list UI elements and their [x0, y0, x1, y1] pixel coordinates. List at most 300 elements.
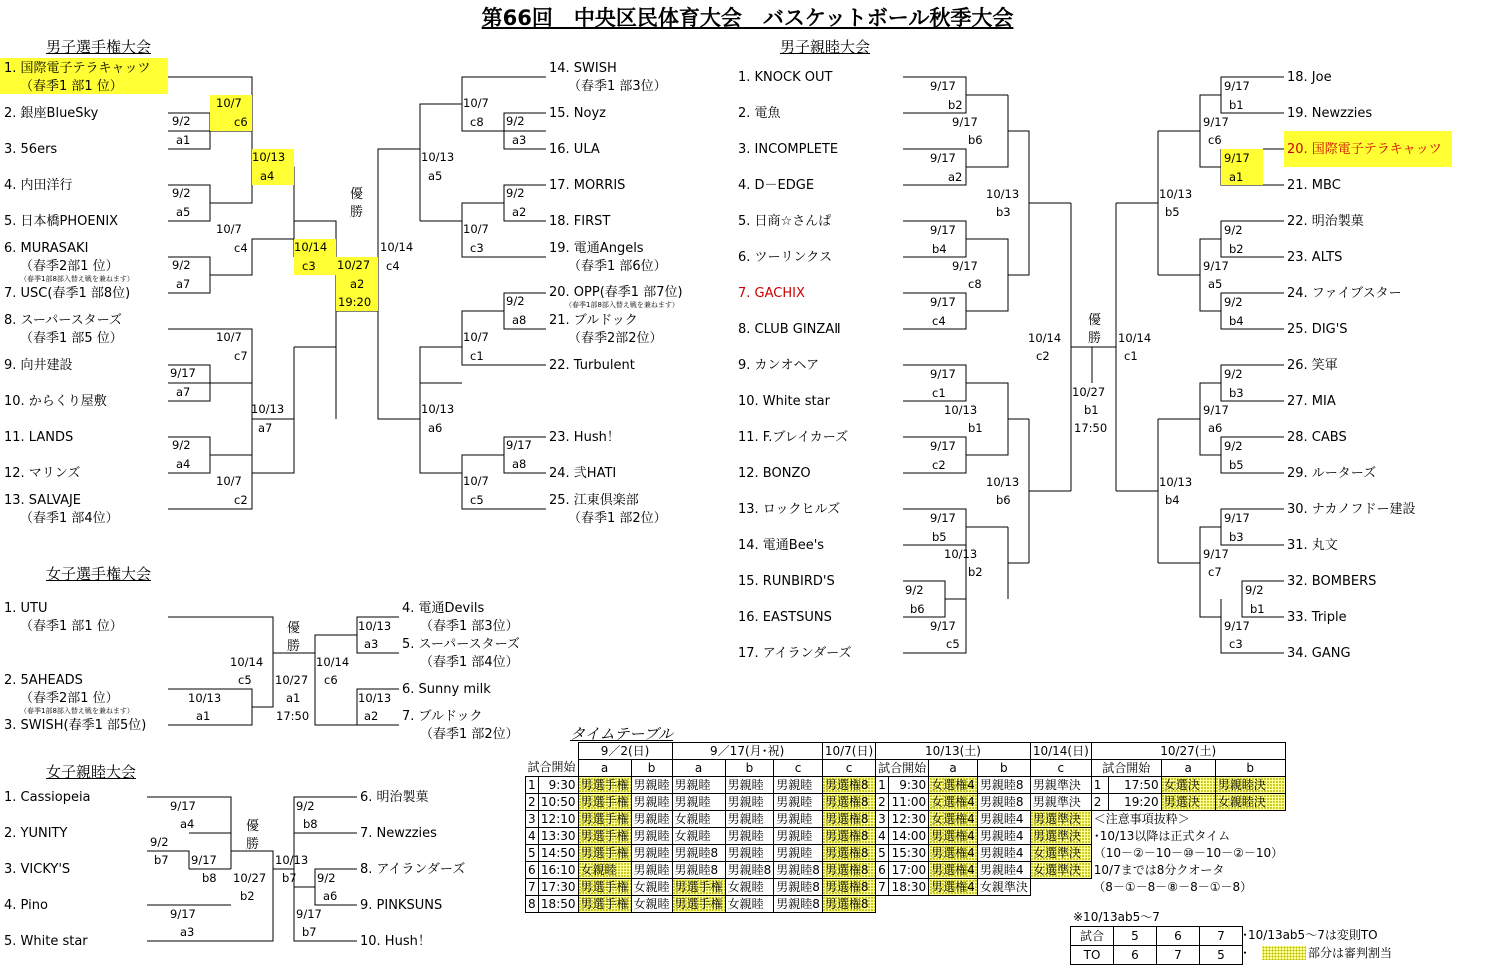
team-name: 10. White star — [738, 394, 830, 409]
cell: 男親睦 — [631, 777, 672, 794]
champion-label: 優勝 — [350, 187, 364, 220]
game-court: a4 — [180, 817, 195, 831]
game-court: b2 — [1229, 242, 1244, 256]
row-number: 4 — [526, 828, 539, 845]
game-court: b2 — [968, 565, 983, 579]
row-time: 17:50 — [1108, 777, 1161, 794]
game-court: c5 — [946, 637, 960, 651]
game-date: 10/7 — [216, 474, 242, 488]
game-date: 9/17 — [930, 223, 956, 237]
game-date: 10/7 — [463, 474, 489, 488]
row-time: 12:10 — [538, 811, 578, 828]
game-court: a1 — [286, 691, 301, 705]
game-court: b8 — [202, 871, 217, 885]
game-date: 10/27 — [1072, 385, 1106, 399]
game-court: a2 — [364, 709, 379, 723]
game-date: 9/17 — [1203, 115, 1229, 129]
team-name: 10. からくり屋敷 — [4, 394, 107, 409]
team-name: 2. 5AHEADS — [4, 673, 83, 688]
team-name: 1. KNOCK OUT — [738, 70, 833, 85]
team-note: （春季1 部1 位） — [20, 619, 123, 634]
game-date: 9/2 — [150, 835, 169, 849]
note-text: ･10/13以降は正式タイム — [1093, 828, 1231, 843]
table-row — [526, 896, 1286, 913]
game-date: 10/14 — [294, 240, 328, 254]
game-date: 10/13 — [1159, 475, 1193, 489]
row-number: 6 — [876, 862, 889, 879]
cell: 男選権8 — [822, 879, 875, 896]
team-name: 1. 国際電子テラキャッツ — [4, 61, 151, 76]
legend-swatch — [1262, 946, 1306, 960]
game-court: a6 — [1208, 421, 1223, 435]
cell: 女親睦 — [672, 811, 725, 828]
note-text: （10－②－10－⑩－10－②－10） — [1093, 845, 1284, 860]
team-name: 7. USC(春季1 部8位) — [4, 286, 131, 301]
game-court: b1 — [1084, 403, 1099, 417]
team-note: （春季2部1 位） — [20, 691, 119, 706]
cell: 男親準決 — [1030, 777, 1091, 794]
cell: 女親睦 — [631, 896, 672, 913]
cell: 男親睦8 — [672, 845, 725, 862]
team-name: 10. Hush！ — [360, 934, 431, 949]
team-name: 6. Sunny milk — [402, 682, 491, 697]
game-date: 9/2 — [172, 114, 191, 128]
game-date: 9/17 — [170, 907, 196, 921]
game-court: b5 — [932, 530, 947, 544]
cell: 男親睦 — [672, 777, 725, 794]
game-court: c2 — [932, 458, 946, 472]
game-court: b1 — [1229, 98, 1244, 112]
table-row — [526, 879, 1286, 896]
team-name: 19. Newzzies — [1287, 106, 1373, 121]
col-header: a — [672, 760, 725, 777]
timetable-heading: タイムテーブル — [570, 725, 674, 743]
col-header: c — [822, 760, 875, 777]
date-header: 10/14(日) — [1030, 743, 1091, 760]
col-header: a — [578, 760, 631, 777]
to-cell: 6 — [1157, 927, 1200, 946]
game-court: a4 — [176, 457, 191, 471]
cell: 女選権4 — [929, 794, 978, 811]
game-court: c3 — [302, 259, 316, 273]
game-date: 9/2 — [1224, 295, 1243, 309]
game-court: b7 — [282, 871, 297, 885]
game-date: 9/17 — [930, 367, 956, 381]
team-name: 7. ブルドック — [402, 709, 483, 724]
team-note: （春季1 部2位） — [568, 511, 667, 526]
game-court: a3 — [180, 925, 195, 939]
col-header: c — [774, 760, 823, 777]
game-court: b7 — [154, 853, 169, 867]
game-date: 9/2 — [1245, 583, 1264, 597]
game-date: 9/17 — [506, 438, 532, 452]
game-date: 10/14 — [1118, 331, 1152, 345]
cell: 男親準決 — [1030, 794, 1091, 811]
team-name: 27. MIA — [1287, 394, 1336, 409]
cell: 男選権8 — [822, 794, 875, 811]
game-court: c4 — [234, 241, 248, 255]
game-time: 17:50 — [276, 709, 310, 723]
team-name: 13. ロックヒルズ — [738, 502, 841, 517]
team-name: 24. ファイブスター — [1287, 286, 1402, 301]
cell: 男親睦8 — [977, 777, 1030, 794]
game-date: 10/13 — [944, 547, 978, 561]
game-court: b2 — [948, 98, 963, 112]
game-court: c2 — [234, 493, 248, 507]
cell: 女親睦 — [725, 896, 774, 913]
game-court: a7 — [176, 277, 191, 291]
game-date: 9/2 — [905, 583, 924, 597]
row-number: 7 — [526, 879, 539, 896]
team-name: 6. ツーリンクス — [738, 250, 833, 265]
team-name: 1. UTU — [4, 601, 48, 616]
cell: 男選権8 — [822, 862, 875, 879]
game-court: c3 — [1229, 637, 1243, 651]
team-name: 22. Turbulent — [549, 358, 635, 373]
cell: 男選手権 — [672, 896, 725, 913]
game-date: 9/17 — [1224, 619, 1250, 633]
cell — [1030, 879, 1091, 896]
cell: 男選手権 — [578, 896, 631, 913]
boys-champ-heading: 男子選手権大会 — [46, 38, 152, 56]
game-date: 9/2 — [1224, 367, 1243, 381]
cell: 女親睦決 — [1215, 794, 1285, 811]
team-name: 9. カンオヘア — [738, 358, 820, 373]
game-court: a6 — [323, 889, 338, 903]
team-name: 24. 弐HATI — [549, 466, 617, 481]
team-name: 18. FIRST — [549, 214, 611, 229]
cell: 女選準決 — [1030, 845, 1091, 862]
cell: 女選権4 — [929, 777, 978, 794]
cell: 男選手権 — [578, 811, 631, 828]
cell: 男親睦8 — [774, 879, 823, 896]
game-date: 9/17 — [930, 439, 956, 453]
game-court: b6 — [968, 133, 983, 147]
team-name: 33. Triple — [1287, 610, 1347, 625]
to-label: 試合 — [1071, 927, 1114, 946]
game-date: 10/13 — [251, 402, 285, 416]
team-name: 17. アイランダーズ — [738, 646, 852, 661]
team-name: 28. CABS — [1287, 430, 1347, 445]
game-date: 9/2 — [506, 294, 525, 308]
col-header: c — [1030, 760, 1091, 777]
team-note: （春季1部8部入替え戦を兼ねます） — [20, 707, 134, 715]
game-court: b6 — [910, 602, 925, 616]
game-date: 9/2 — [506, 186, 525, 200]
game-date: 10/13 — [421, 402, 455, 416]
team-note: （春季2部2位） — [568, 331, 663, 346]
game-court: a7 — [258, 421, 273, 435]
row-number: 5 — [526, 845, 539, 862]
game-court: b2 — [240, 889, 255, 903]
row-time: 9:30 — [538, 777, 578, 794]
game-court: a5 — [428, 169, 443, 183]
to-cell: 5 — [1114, 927, 1157, 946]
col-header: b — [977, 760, 1030, 777]
game-date: 10/13 — [275, 853, 309, 867]
team-name: 16. EASTSUNS — [738, 610, 832, 625]
game-date: 9/17 — [952, 259, 978, 273]
team-name: 29. ルーターズ — [1287, 466, 1377, 481]
game-date: 10/13 — [358, 619, 392, 633]
to-cell: 5 — [1200, 946, 1243, 965]
row-number: 7 — [876, 879, 889, 896]
team-name: 23. Hush！ — [549, 430, 620, 445]
cell: 男選権8 — [822, 811, 875, 828]
team-name: 19. 電通Angels — [549, 241, 644, 256]
cell: 男親睦4 — [977, 845, 1030, 862]
row-time: 14:50 — [538, 845, 578, 862]
game-date: 9/17 — [952, 115, 978, 129]
team-note: （春季1部8部入替え戦を兼ねます） — [565, 301, 679, 309]
game-court: c4 — [386, 259, 400, 273]
game-court: b4 — [1229, 314, 1244, 328]
team-name: 16. ULA — [549, 142, 600, 157]
team-note: （春季1 部4位） — [20, 511, 119, 526]
footnote: ･ — [1242, 946, 1249, 960]
game-court: c3 — [470, 241, 484, 255]
team-name: 3. SWISH(春季1 部5位) — [4, 718, 147, 733]
team-name: 30. ナカノフドー建設 — [1287, 502, 1416, 517]
cell: 男親睦 — [774, 811, 823, 828]
row-time: 18:50 — [538, 896, 578, 913]
team-name: 20. OPP(春季1 部7位) — [549, 285, 683, 300]
game-date: 9/2 — [172, 186, 191, 200]
team-name: 25. DIG'S — [1287, 322, 1348, 337]
game-court: a6 — [428, 421, 443, 435]
team-name: 4. Pino — [4, 898, 48, 913]
timetable — [525, 742, 1286, 913]
cell: 男親睦8 — [774, 896, 823, 913]
row-time: 16:10 — [538, 862, 578, 879]
team-name: 12. マリンズ — [4, 466, 81, 481]
team-name: 2. 電魚 — [738, 106, 781, 121]
start-label: 試合開始 — [878, 760, 927, 775]
game-court: b4 — [932, 242, 947, 256]
cell: 男親睦 — [725, 794, 774, 811]
cell: 男選手権 — [578, 794, 631, 811]
date-header: 9／2(日) — [578, 743, 672, 760]
girls-champ-heading: 女子選手権大会 — [46, 565, 152, 583]
game-date: 9/2 — [1224, 223, 1243, 237]
table-row — [526, 828, 1286, 845]
cell: 男親睦 — [774, 794, 823, 811]
row-number: 2 — [526, 794, 539, 811]
cell: 男選権8 — [822, 845, 875, 862]
row-time: 9:30 — [888, 777, 928, 794]
game-court: c6 — [234, 115, 248, 129]
cell: 男親睦 — [725, 811, 774, 828]
game-date: 10/7 — [216, 330, 242, 344]
team-name: 12. BONZO — [738, 466, 811, 481]
cell: 男親睦 — [774, 777, 823, 794]
cell: 男選手権 — [672, 879, 725, 896]
row-number: 6 — [526, 862, 539, 879]
team-name: 4. D－EDGE — [738, 178, 815, 193]
cell: 男選権4 — [929, 862, 978, 879]
table-row — [526, 794, 1286, 811]
team-name: 34. GANG — [1287, 646, 1351, 661]
game-court: a1 — [196, 709, 211, 723]
note-text: （8－①－8－⑧－8－①－8） — [1093, 879, 1253, 894]
team-name: 1. Cassiopeia — [4, 790, 91, 805]
team-name: 14. 電通Bee's — [738, 538, 825, 553]
game-court: c8 — [968, 277, 982, 291]
table-row — [526, 777, 1286, 794]
game-court: c5 — [470, 493, 484, 507]
note-text: 10/7までは8分クオータ — [1093, 862, 1225, 877]
team-note: （春季1 部3位） — [568, 79, 667, 94]
cell: 男親睦 — [774, 845, 823, 862]
cell: 女選準決 — [1030, 862, 1091, 879]
champion-label: 優勝 — [1088, 313, 1102, 346]
cell: 男選権8 — [822, 828, 875, 845]
game-date: 10/7 — [216, 96, 242, 110]
footnote: ･10/13ab5～7は変則TO — [1242, 928, 1378, 942]
team-name: 5. 日本橋PHOENIX — [4, 214, 119, 229]
game-date: 10/13 — [1159, 187, 1193, 201]
game-date: 9/17 — [930, 619, 956, 633]
team-name: 25. 江東倶楽部 — [549, 493, 639, 508]
team-name: 31. 丸文 — [1287, 538, 1338, 553]
note-ab: ※10/13ab5～7 — [1073, 910, 1160, 924]
team-name: 6. 明治製菓 — [360, 790, 429, 805]
cell: 男親睦8 — [672, 862, 725, 879]
team-name: 23. ALTS — [1287, 250, 1343, 265]
to-cell: 7 — [1200, 927, 1243, 946]
row-time: 17:30 — [538, 879, 578, 896]
team-name: 9. PINKSUNS — [360, 898, 443, 913]
cell: 男選手権 — [578, 879, 631, 896]
game-date: 9/2 — [172, 438, 191, 452]
game-date: 9/17 — [1203, 547, 1229, 561]
game-date: 10/13 — [421, 150, 455, 164]
row-time: 11:00 — [888, 794, 928, 811]
team-note: （春季1 部1 位） — [20, 79, 123, 94]
cell: 男選準決 — [1030, 811, 1091, 828]
game-date: 10/14 — [380, 240, 414, 254]
team-name: 3. INCOMPLETE — [738, 142, 839, 157]
game-date: 10/7 — [463, 330, 489, 344]
cell: 男選手権 — [578, 777, 631, 794]
game-date: 9/17 — [170, 799, 196, 813]
game-date: 9/17 — [930, 295, 956, 309]
game-date: 9/17 — [1203, 259, 1229, 273]
col-header: a — [929, 760, 978, 777]
game-date: 9/2 — [317, 871, 336, 885]
team-name: 7. Newzzies — [360, 826, 437, 841]
team-note: （春季1部8部入替え戦を兼ねます） — [20, 275, 134, 283]
cell: 女選権4 — [929, 811, 978, 828]
team-name: 7. GACHIX — [738, 286, 805, 301]
game-date: 10/13 — [986, 187, 1020, 201]
game-court: c1 — [470, 349, 484, 363]
game-court: c7 — [234, 349, 248, 363]
team-name: 21. MBC — [1287, 178, 1341, 193]
game-court: a1 — [1229, 170, 1244, 184]
game-court: b3 — [1229, 386, 1244, 400]
cell: 女親睦 — [725, 879, 774, 896]
game-date: 9/17 — [930, 151, 956, 165]
game-court: c2 — [1036, 349, 1050, 363]
table-row — [526, 845, 1286, 862]
game-court: a2 — [350, 277, 365, 291]
game-court: c4 — [932, 314, 946, 328]
date-header: 9／17(月･祝) — [672, 743, 822, 760]
game-date: 9/17 — [1224, 151, 1250, 165]
team-name: 4. 電通Devils — [402, 601, 485, 616]
game-court: a3 — [364, 637, 379, 651]
row-number: 5 — [876, 845, 889, 862]
game-court: a7 — [176, 385, 191, 399]
game-court: c6 — [324, 673, 338, 687]
game-court: b5 — [1165, 205, 1180, 219]
game-court: c1 — [1124, 349, 1138, 363]
cell: 女親準決 — [977, 879, 1030, 896]
cell: 男親睦8 — [725, 862, 774, 879]
game-date: 10/13 — [986, 475, 1020, 489]
cell: 男選権8 — [822, 896, 875, 913]
cell: 男親睦 — [631, 862, 672, 879]
game-date: 10/14 — [316, 655, 350, 669]
game-date: 9/2 — [1224, 439, 1243, 453]
team-note: （春季2部1 位） — [20, 259, 119, 274]
row-number: 3 — [526, 811, 539, 828]
game-court: b7 — [302, 925, 317, 939]
game-date: 10/7 — [463, 96, 489, 110]
game-date: 10/27 — [337, 258, 371, 272]
team-name: 5. White star — [4, 934, 88, 949]
row-time: 15:30 — [888, 845, 928, 862]
game-date: 9/17 — [1224, 79, 1250, 93]
cell: 女選決 — [1161, 777, 1215, 794]
cell: 男親睦4 — [977, 862, 1030, 879]
cell: 男親睦 — [725, 845, 774, 862]
team-name: 21. ブルドック — [549, 313, 638, 328]
game-court: a2 — [512, 205, 527, 219]
game-court: c5 — [238, 673, 252, 687]
team-name: 15. Noyz — [549, 106, 607, 121]
cell: 男親睦8 — [774, 862, 823, 879]
game-date: 9/2 — [506, 114, 525, 128]
champion-label: 優勝 — [287, 621, 301, 654]
row-time: 17:00 — [888, 862, 928, 879]
game-date: 10/7 — [216, 222, 242, 236]
game-court: b4 — [1165, 493, 1180, 507]
game-court: a5 — [1208, 277, 1223, 291]
table-row — [526, 811, 1286, 828]
to-cell: 7 — [1157, 946, 1200, 965]
game-date: 9/17 — [930, 511, 956, 525]
game-date: 10/14 — [1028, 331, 1062, 345]
game-date: 9/17 — [296, 907, 322, 921]
to-cell: 6 — [1114, 946, 1157, 965]
game-court: c8 — [470, 115, 484, 129]
col-header: b — [725, 760, 774, 777]
team-note: （春季1 部5 位） — [20, 331, 123, 346]
team-name: 20. 国際電子テラキャッツ — [1287, 142, 1442, 157]
game-court: a1 — [176, 133, 191, 147]
cell: 女親睦 — [631, 879, 672, 896]
team-name: 8. CLUB GINZAⅡ — [738, 322, 841, 337]
game-date: 9/2 — [296, 799, 315, 813]
row-time: 19:20 — [1108, 794, 1161, 811]
table-row — [526, 862, 1286, 879]
team-note: （春季1 部6位） — [568, 259, 667, 274]
cell: 男親睦 — [725, 828, 774, 845]
game-time: 17:50 — [1074, 421, 1108, 435]
game-date: 9/17 — [930, 79, 956, 93]
